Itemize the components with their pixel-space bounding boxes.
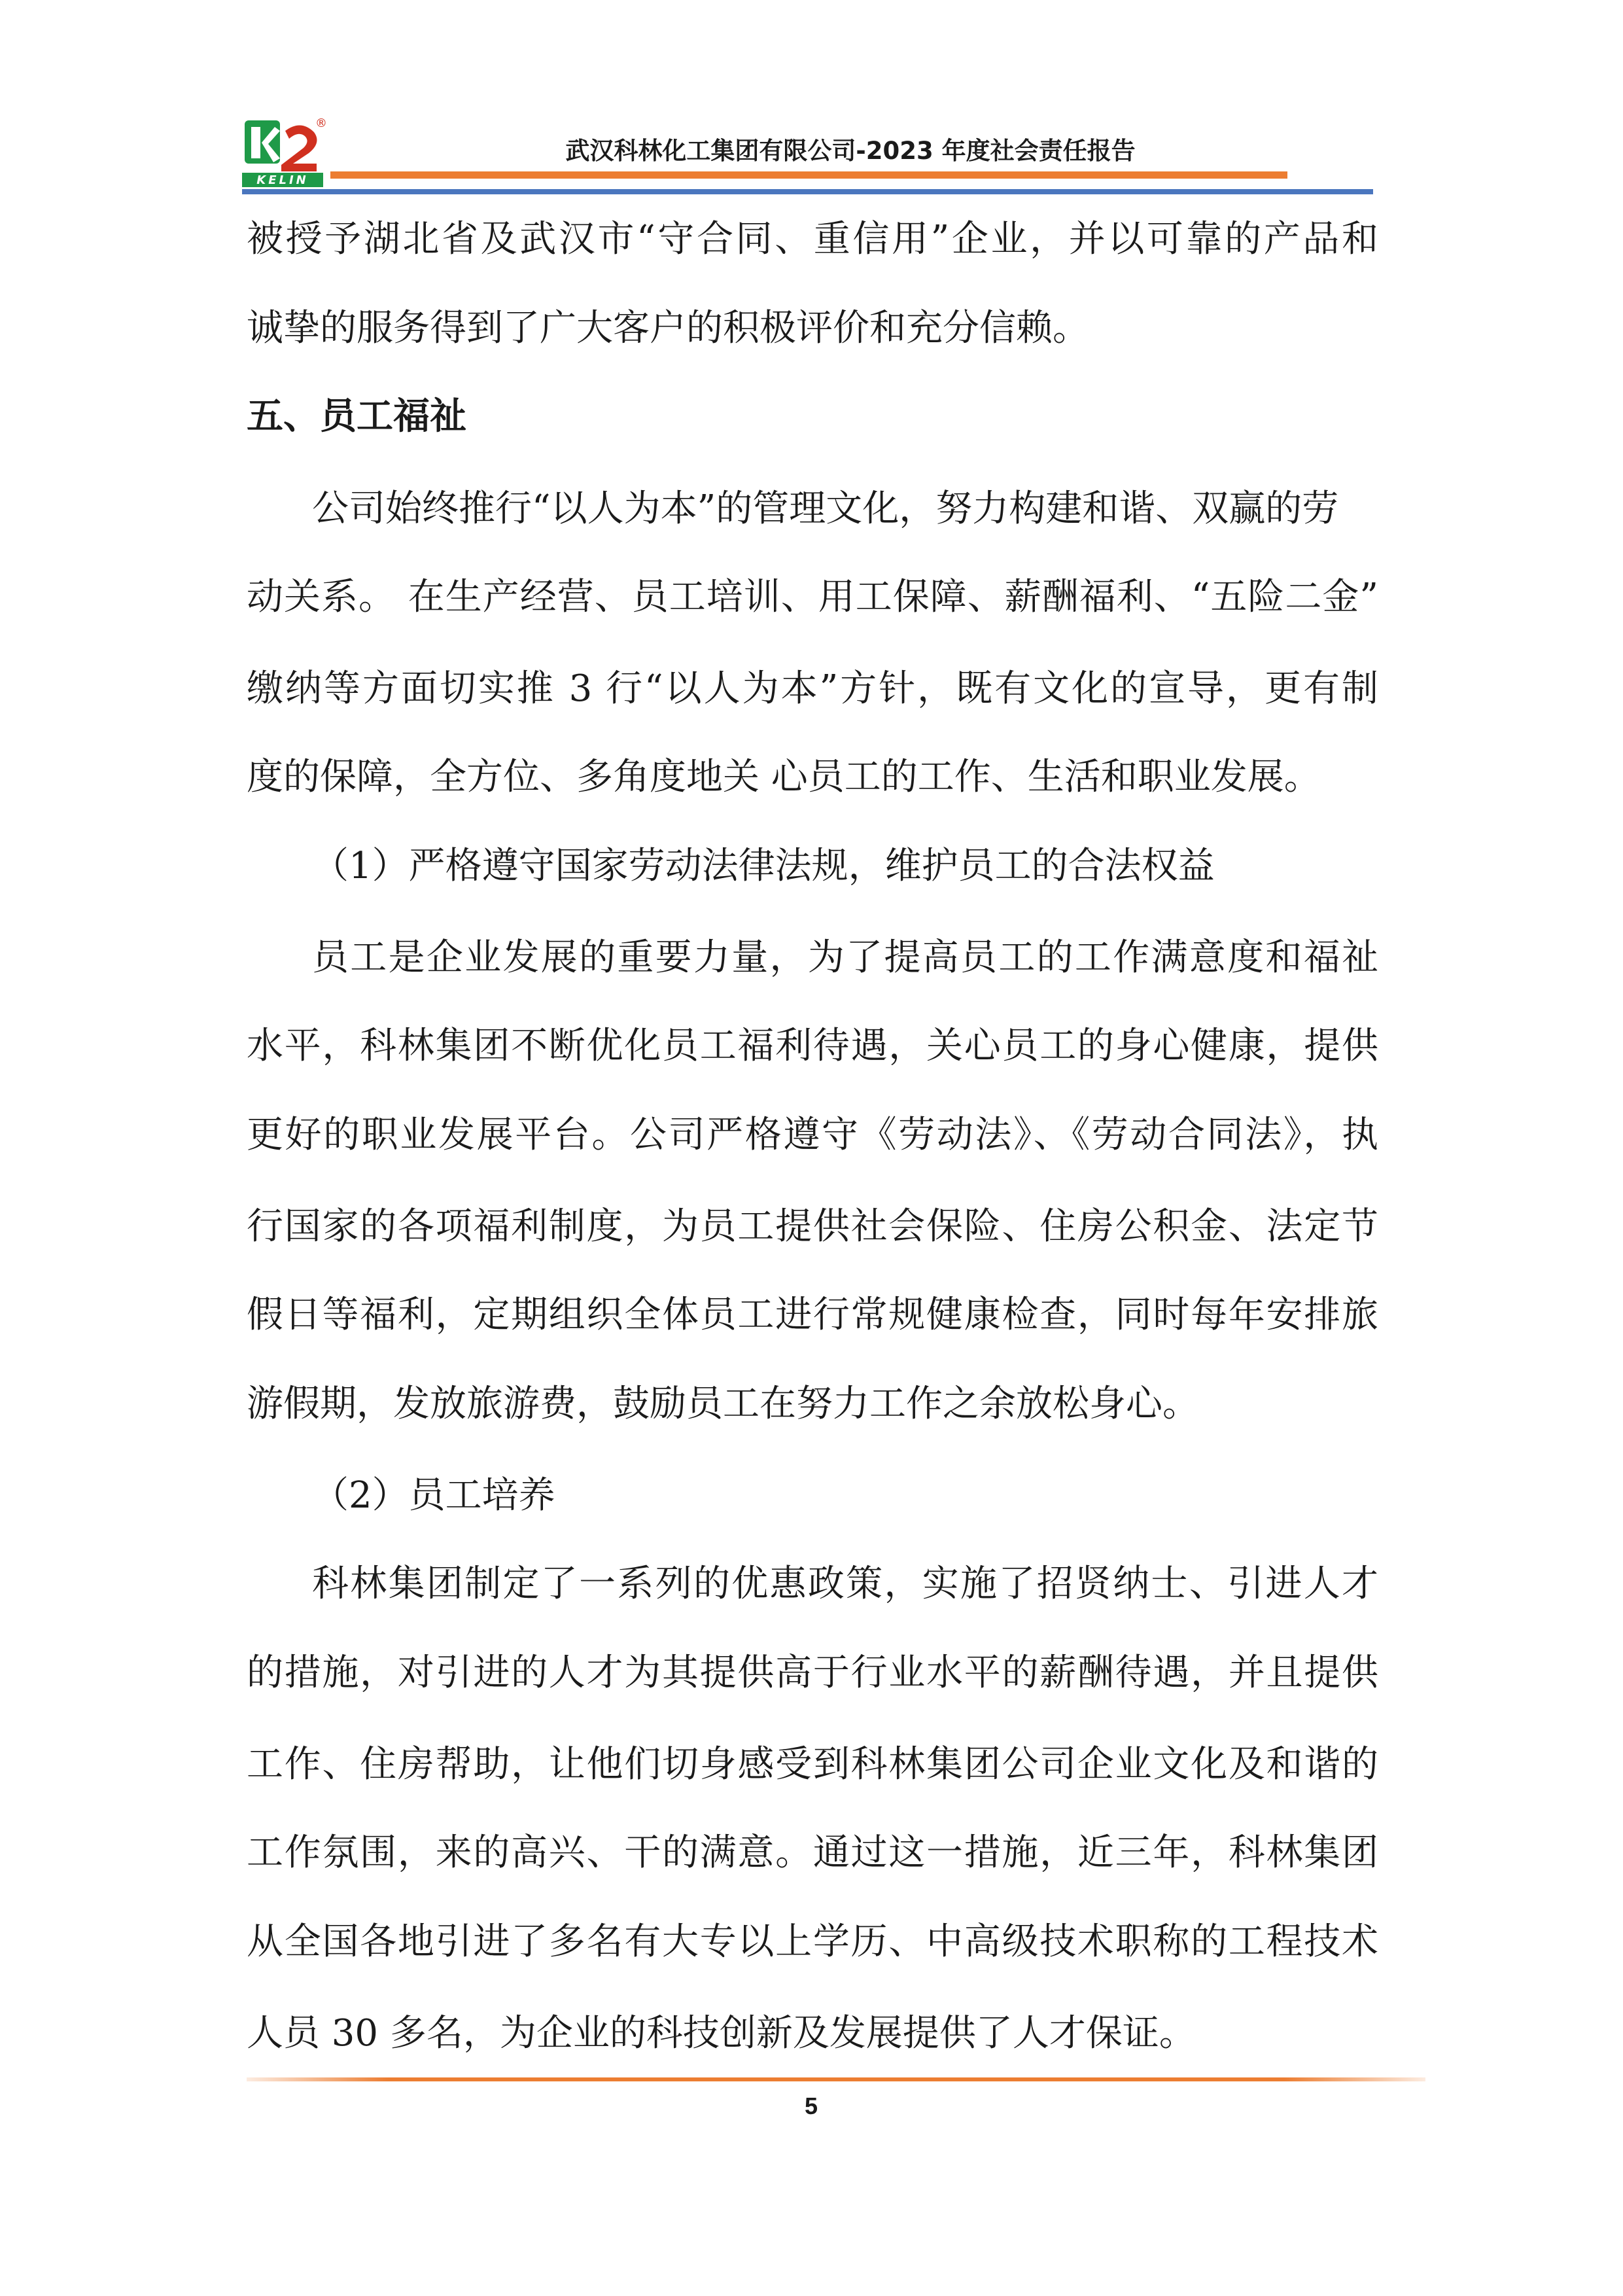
- header-rule-blue: [242, 189, 1373, 194]
- body-line: 人员 30 多名，为企业的科技创新及发展提供了人才保证。: [247, 2012, 1196, 2055]
- body-line: 更好的职业发展平台。公司严格遵守《劳动法》、《劳动合同法》，执: [247, 1114, 1378, 1156]
- body-line: 水平，科林集团不断优化员工福利待遇，关心员工的身心健康，提供: [247, 1025, 1378, 1067]
- body-line: 被授予湖北省及武汉市“守合同、重信用”企业，并以可靠的产品和: [247, 218, 1378, 260]
- body-line: 游假期，发放旅游费，鼓励员工在努力工作之余放松身心。: [247, 1383, 1199, 1425]
- logo-subtext: KELIN: [256, 173, 309, 187]
- section-heading: 五、员工福祉: [247, 395, 466, 438]
- body-line: 行国家的各项福利制度，为员工提供社会保险、住房公积金、法定节: [247, 1205, 1378, 1248]
- body-line: 工作氛围，来的高兴、干的满意。通过这一措施，近三年，科林集团: [247, 1831, 1378, 1874]
- body-line: 动关系。 在生产经营、员工培训、用工保障、薪酬福利、“五险二金”: [247, 576, 1378, 618]
- registered-mark: ®: [315, 116, 327, 130]
- report-header-title: 武汉科林化工集团有限公司-2023 年度社会责任报告: [565, 137, 1136, 165]
- subsection-heading: （1）严格遵守国家劳动法律法规，维护员工的合法权益: [312, 845, 1215, 887]
- body-line: 工作、住房帮助，让他们切身感受到科林集团公司企业文化及和谐的: [247, 1743, 1378, 1786]
- body-line: 诚挚的服务得到了广大客户的积极评价和充分信赖。: [247, 307, 1089, 349]
- body-line: 缴纳等方面切实推 3 行“以人为本”方针，既有文化的宣导，更有制: [247, 667, 1378, 710]
- header-rule-orange: [330, 171, 1287, 179]
- paragraph-first-line: 公司始终推行“以人为本”的管理文化，努力构建和谐、双赢的劳: [312, 487, 1339, 530]
- paragraph-first-line: 员工是企业发展的重要力量，为了提高员工的工作满意度和福祉: [312, 936, 1378, 979]
- page-number: 5: [804, 2093, 818, 2119]
- footer-rule: [247, 2077, 1425, 2081]
- body-line: 从全国各地引进了多名有大专以上学历、中高级技术职称的工程技术: [247, 1920, 1378, 1963]
- subsection-heading: （2）员工培养: [312, 1474, 555, 1517]
- body-line: 假日等福利，定期组织全体员工进行常规健康检查，同时每年安排旅: [247, 1294, 1378, 1336]
- body-line: 的措施，对引进的人才为其提供高于行业水平的薪酬待遇，并且提供: [247, 1651, 1378, 1694]
- kelin-logo: [242, 118, 327, 188]
- body-line: 度的保障，全方位、多角度地关 心员工的工作、生活和职业发展。: [247, 756, 1321, 798]
- paragraph-first-line: 科林集团制定了一系列的优惠政策，实施了招贤纳士、引进人才: [312, 1563, 1378, 1605]
